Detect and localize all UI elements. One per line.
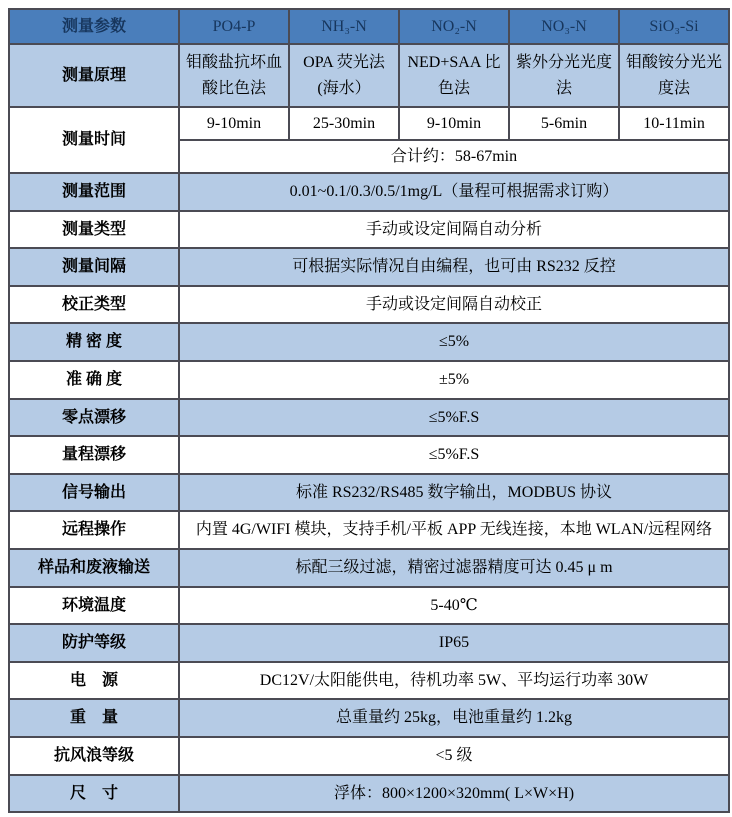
time-no2: 9-10min	[399, 107, 509, 140]
spec-value: 手动或设定间隔自动分析	[179, 211, 729, 249]
spec-table	[8, 8, 730, 813]
spec-value: 标配三级过滤，精密过滤器精度可达 0.45 μ m	[179, 549, 729, 587]
spec-label: 抗风浪等级	[9, 737, 179, 775]
spec-row-measure-type	[9, 211, 729, 249]
spec-row-measure-interval	[9, 248, 729, 286]
spec-value: ≤5%F.S	[179, 399, 729, 437]
spec-label: 测量类型	[9, 211, 179, 249]
spec-value: DC12V/太阳能供电，待机功率 5W、平均运行功率 30W	[179, 662, 729, 700]
spec-label: 重 量	[9, 699, 179, 737]
principle-row	[9, 44, 729, 107]
spec-value: 可根据实际情况自由编程，也可由 RS232 反控	[179, 248, 729, 286]
spec-row-weight	[9, 699, 729, 737]
spec-row-zero-drift	[9, 399, 729, 437]
spec-row-span-drift	[9, 436, 729, 474]
spec-value: 总重量约 25kg，电池重量约 1.2kg	[179, 699, 729, 737]
header-param-sio3: SiO₃-Si	[619, 9, 729, 44]
spec-row-measure-range	[9, 173, 729, 211]
spec-label: 远程操作	[9, 511, 179, 549]
time-total: 合计约：58-67min	[179, 140, 729, 173]
spec-label: 校正类型	[9, 286, 179, 324]
principle-po4: 钼酸盐抗坏血酸比色法	[179, 44, 289, 107]
spec-row-wind-wave-rating	[9, 737, 729, 775]
spec-value: 内置 4G/WIFI 模块，支持手机/平板 APP 无线连接，本地 WLAN/远程网络	[179, 511, 729, 549]
spec-label: 量程漂移	[9, 436, 179, 474]
spec-row-ambient-temperature	[9, 587, 729, 625]
header-param-no2: NO₂-N	[399, 9, 509, 44]
spec-value: ≤5%	[179, 323, 729, 361]
principle-nh3: OPA 荧光法(海水）	[289, 44, 399, 107]
spec-label: 信号输出	[9, 474, 179, 512]
spec-row-accuracy	[9, 361, 729, 399]
spec-label: 测量范围	[9, 173, 179, 211]
spec-label: 环境温度	[9, 587, 179, 625]
time-sio3: 10-11min	[619, 107, 729, 140]
spec-value: 手动或设定间隔自动校正	[179, 286, 729, 324]
principle-no2: NED+SAA 比色法	[399, 44, 509, 107]
spec-row-remote-operation	[9, 511, 729, 549]
time-label: 测量时间	[9, 107, 179, 173]
header-param-po4: PO4-P	[179, 9, 289, 44]
time-no3: 5-6min	[509, 107, 619, 140]
spec-value: IP65	[179, 624, 729, 662]
spec-value: ±5%	[179, 361, 729, 399]
spec-value: 浮体：800×1200×320mm( L×W×H)	[179, 775, 729, 813]
spec-label: 准 确 度	[9, 361, 179, 399]
spec-label: 测量间隔	[9, 248, 179, 286]
spec-label: 样品和废液输送	[9, 549, 179, 587]
header-param-nh3: NH₃-N	[289, 9, 399, 44]
spec-label: 尺 寸	[9, 775, 179, 813]
spec-row-power-supply	[9, 662, 729, 700]
spec-value: <5 级	[179, 737, 729, 775]
spec-row-protection-rating	[9, 624, 729, 662]
principle-sio3: 钼酸铵分光光度法	[619, 44, 729, 107]
spec-row-calibration-type	[9, 286, 729, 324]
spec-value: ≤5%F.S	[179, 436, 729, 474]
spec-label: 防护等级	[9, 624, 179, 662]
time-nh3: 25-30min	[289, 107, 399, 140]
spec-value: 标准 RS232/RS485 数字输出，MODBUS 协议	[179, 474, 729, 512]
spec-label: 精 密 度	[9, 323, 179, 361]
header-param-no3: NO₃-N	[509, 9, 619, 44]
spec-value: 0.01~0.1/0.3/0.5/1mg/L（量程可根据需求订购）	[179, 173, 729, 211]
spec-row-signal-output	[9, 474, 729, 512]
time-po4: 9-10min	[179, 107, 289, 140]
spec-label: 零点漂移	[9, 399, 179, 437]
spec-label: 电 源	[9, 662, 179, 700]
spec-value: 5-40℃	[179, 587, 729, 625]
principle-no3: 紫外分光光度法	[509, 44, 619, 107]
principle-label: 测量原理	[9, 44, 179, 107]
header-param-label: 测量参数	[9, 9, 179, 44]
header-row	[9, 9, 729, 44]
time-row	[9, 107, 729, 140]
spec-row-dimensions	[9, 775, 729, 813]
spec-row-sample-waste-transfer	[9, 549, 729, 587]
spec-row-precision	[9, 323, 729, 361]
